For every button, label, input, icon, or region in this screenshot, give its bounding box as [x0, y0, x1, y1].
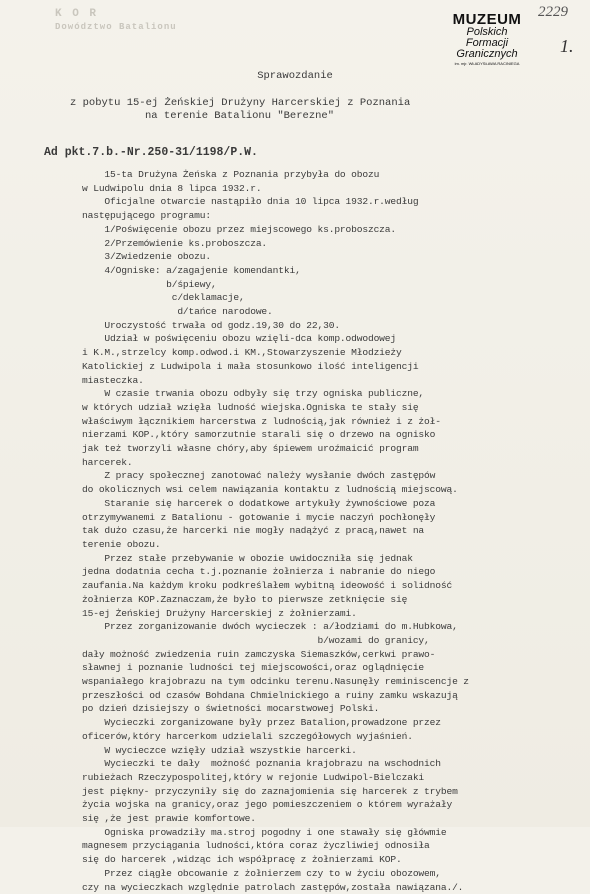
- body-line: 4/Ogniske: a/zagajenie komendantki,: [82, 264, 301, 276]
- body-line: sławnej i poznanie ludności tej miejscowości,oraz oglądnięcie: [82, 662, 425, 674]
- body-line: Przez ciągłe obcowanie z żołnierzem czy to w życiu obozowem,: [82, 867, 441, 879]
- body-line: jedna dodatnia cecha t.j.poznanie żołnierza i nabranie do niego: [82, 566, 436, 578]
- body-line: 15-ej Żeńskiej Drużyny Harcerskiej z żołnierzami.: [82, 607, 357, 619]
- handwritten-page-number: 1.: [560, 36, 574, 56]
- body-line: nierzami KOP.,który samorzutnie starali się o drzewo na ognisko: [82, 429, 436, 441]
- body-line: wspaniałego krajobrazu na tym odcinku terenu.Nasunęły reminiscencje z: [82, 676, 469, 688]
- body-line: i K.M.,strzelcy komp.odwod.i KM.,Stowarzyszenie Młodzieży: [82, 347, 402, 359]
- body-line: następującego programu:: [82, 210, 211, 222]
- body-line: 3/Zwiedzenie obozu.: [82, 251, 211, 263]
- body-line: magnesem przyciągania ludności,która coraz życzliwiej odnosiła: [82, 840, 430, 852]
- body-line: jak też tworzyli własne chóry,aby śpiewem uroźmaicić program: [82, 443, 419, 455]
- body-line: właściwym łącznikiem harcerstwa z ludnością,jak również i z żoł-: [82, 415, 441, 427]
- reference-ad-pkt: Ad pkt.7.b.-Nr.250-31/1198/P.W.: [44, 146, 258, 159]
- body-line: terenie obozu.: [82, 538, 161, 550]
- body-line: po dzień dzisiejszy o świetności mocarstwowej Polski.: [82, 703, 380, 715]
- body-line: Wycieczki te dały możność poznania krajobrazu na wschodnich: [82, 758, 441, 770]
- body-line: Udział w poświęceniu obozu wzięli-dca komp.odwodowej: [82, 333, 397, 345]
- faded-stamp-subtitle: Dowództwo Batalionu: [55, 22, 177, 32]
- logo-line-4: Granicznych: [456, 48, 518, 60]
- body-line: W czasie trwania obozu odbyły się trzy ogniska publiczne,: [82, 388, 425, 400]
- document-subtitle-line-1: z pobytu 15-ej Żeńskiej Drużyny Harcerskiej z Poznania: [70, 97, 411, 109]
- body-line: b/śpiewy,: [82, 278, 217, 290]
- body-line: W wycieczce wzięły udział wszystkie harcerki.: [82, 744, 357, 756]
- body-line: do okolicznych wsi celem nawiązania kontaktu z ludnością miejscową.: [82, 484, 458, 496]
- body-line: dały możność zwiedzenia ruin zamczyska Siemaszków,cerkwi prawo-: [82, 648, 436, 660]
- logo-line-2: Polskich: [466, 26, 508, 38]
- body-line: czy na wycieczkach względnie patrolach zastępów,została nawiązana./.: [82, 881, 464, 893]
- body-line: otrzymywanemi z Batalionu - gotowanie i mycie naczyń pochłonęły: [82, 511, 436, 523]
- body-line: miasteczka.: [82, 374, 144, 386]
- body-line: Z pracy społecznej zanotować należy wysłanie dwóch zastępów: [82, 470, 436, 482]
- document-body: [82, 168, 552, 894]
- handwritten-reference-number: 2229: [538, 4, 568, 20]
- body-line: 1/Poświęcenie obozu przez miejscowego ks.proboszcza.: [82, 223, 397, 235]
- body-line: życia wojska na granicy,oraz jego pomieszczeniem o którem wyrażały: [82, 799, 453, 811]
- body-line: d/tańce narodowe.: [82, 306, 273, 318]
- body-line: oficerów,który harcerkom udzielali szczegółowych wyjaśnień.: [82, 730, 413, 742]
- body-line: Katolickiej z Ludwipola i mała stosunkowo ilość inteligencji: [82, 360, 419, 372]
- document-title: Sprawozdanie: [257, 70, 333, 82]
- body-line: Wycieczki zorganizowane były przez Batalion,prowadzone przez: [82, 717, 441, 729]
- body-line: zaufania.Na każdym kroku podkreślałem wybitną ideowość i solidność: [82, 580, 453, 592]
- body-line: się do harcerek ,widząc ich współpracę z żołnierzami KOP.: [82, 854, 402, 866]
- body-line: harcerek.: [82, 456, 133, 468]
- faded-stamp: K O R: [55, 8, 99, 20]
- body-line: Ogniska prowadziły ma.stroj pogodny i one stawały się główmie: [82, 826, 447, 838]
- logo-line-3: Formacji: [465, 37, 509, 49]
- body-line: rubieżach Rzeczypospolitej,który w rejonie Ludwipol-Bielczaki: [82, 771, 425, 783]
- logo-line-5: im. mjr. WŁADYSŁAWA RACINIEGA: [454, 61, 520, 66]
- body-line: Przez zorganizowanie dwóch wycieczek : a/łodziami do m.Hubkowa,: [82, 621, 458, 633]
- body-line: 2/Przemówienie ks.proboszcza.: [82, 237, 268, 249]
- body-line: b/wozami do granicy,: [82, 634, 430, 646]
- body-line: w których udział wzięła ludność wiejska.Ogniska te stały się: [82, 401, 419, 413]
- body-line: tak dużo czasu,że harcerki nie mogły nadążyć z pracą,nawet na: [82, 525, 425, 537]
- body-line: przeszłości od czasów Bohdana Chmielnickiego a ruiny zamku wskazują: [82, 689, 458, 701]
- body-line: w Ludwipolu dnia 8 lipca 1932.r.: [82, 182, 262, 194]
- body-line: 15-ta Drużyna Żeńska z Poznania przybyła do obozu: [82, 169, 380, 180]
- body-line: Uroczystość trwała od godz.19,30 do 22,30.: [82, 319, 340, 331]
- body-line: c/deklamacje,: [82, 292, 245, 304]
- body-line: Staranie się harcerek o dodatkowe artykuły żywnościowe poza: [82, 497, 436, 509]
- body-line: się ,że jest prawie komfortowe.: [82, 813, 256, 825]
- body-line: Przez stałe przebywanie w obozie uwidoczniła się jednak: [82, 552, 413, 564]
- logo-line-1: MUZEUM: [452, 11, 522, 28]
- body-line: żołnierza KOP.Zaznaczam,że było to pierwsze zetknięcie się: [82, 593, 408, 605]
- body-line: jest piękny- przyczyniły się do zaznajomienia się harcerek z trybem: [82, 785, 458, 797]
- document-subtitle-line-2: na terenie Batalionu "Berezne": [145, 110, 335, 122]
- museum-logo: [437, 12, 537, 66]
- body-line: Oficjalne otwarcie nastąpiło dnia 10 lipca 1932.r.według: [82, 196, 419, 208]
